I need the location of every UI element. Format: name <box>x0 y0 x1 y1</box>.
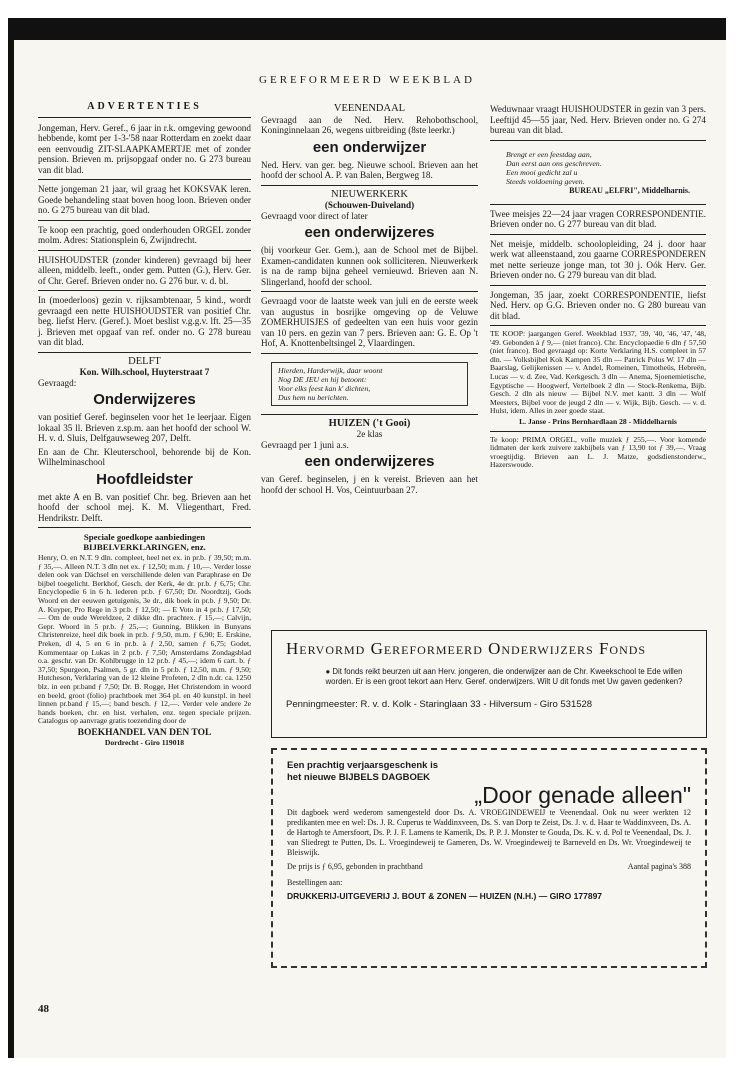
ad-text: In (moederloos) gezin v. rijksambtenaar, 5 kind., wordt gevraagd een nette HUISHOUDSTER van positief Chr. beg. liefst Herv. (Geref.). Moet beslist v.g.g.v. lft. 25—35 j. Brieven met opgaaf van ref. onder no. G 278 bureau van dit blad. <box>38 295 251 347</box>
ad-item <box>38 253 251 292</box>
nieuwerkerk-text: Gevraagd voor direct of later <box>261 210 368 221</box>
nieuwerkerk-text2: (bij voorkeur Ger. Gem.), aan de School met de Bijbel. Examen-candidaten kunnen ook solliciteren. Nieuwerkerk is na de ramp bijna geheel vernieuwd. Brieven aan N. Slingerland, hoofd der school. <box>261 245 478 287</box>
delft-heading-onderwijzeres: Onderwijzeres <box>93 391 196 408</box>
fonds-body <box>286 667 692 687</box>
ad-item <box>38 293 251 353</box>
ad-poem <box>490 143 706 205</box>
orgel-text: Te koop: PRIMA ORGEL, volle muziek ƒ 255,—. Voor komende lidmaten der kerk zuivere zakbijbels van ƒ 13,90 tot ƒ 39,—. Vraag vroegtijdig. Brieven aan L. J. Matze, godsdienstonderw., Hazerswoude. <box>490 434 706 470</box>
ad-delft <box>38 355 251 529</box>
poem-signature: BUREAU „ELFRI", Middelharnis. <box>569 185 690 195</box>
verse-line: Voor elks feest kan k' dichten, <box>278 383 371 393</box>
ad-zomerhuisjes <box>261 294 478 354</box>
column-right <box>490 102 706 476</box>
ad-text: Te koop een prachtig, goed onderhouden ORGEL zonder molm. Adres: Stationsplein 6, Zwijndrecht. <box>38 224 251 245</box>
poem-line: Een mooi gedicht zal u <box>506 167 578 177</box>
bullet-icon: ● <box>325 667 333 676</box>
scan-border-top <box>8 18 726 40</box>
running-title: GEREFORMEERD WEEKBLAD <box>259 74 475 86</box>
verse-line: Hierden, Harderwijk, daar woont <box>278 365 383 375</box>
ad-item <box>38 223 251 251</box>
zomerhuisjes-text: Gevraagd voor de laatste week van juli en de eerste week van augustus in bosrijke omgeving op de Veluwe ZOMERHUISJES of gedeelten van een huis voor gezin van 10 pers. en gezin van 7 pers. Brieven aan: G. E. Op 't Hof, A. Knottenbeltsingel 2, Vlaardingen. <box>261 296 478 348</box>
ad-orgel <box>490 434 706 474</box>
nieuwerkerk-heading: een onderwijzeres <box>304 224 435 241</box>
poem-line: Brengt er een feestdag aan, <box>506 149 592 159</box>
ad-text: Nette jongeman 21 jaar, wil graag het KOKSVAK leren. Goede behandeling staat boven hoog loon. Brieven onder no. G 275 bureau van dit blad. <box>38 184 251 215</box>
ad-veenendaal <box>261 102 478 186</box>
ad-item <box>38 121 251 181</box>
fonds-box <box>271 630 707 738</box>
verse-line: Nog DE JEU en hij betoont: <box>278 374 367 384</box>
ad-text: Net meisje, middelb. schoolopleiding, 24 j. door haar werk wat alleenstaand, zou gaarne CORRESPONDEREN met nette serieuze jonge man, tot 30 j. Oók Herv. Ger. Brieven onder no. G 279 bureau van dit blad. <box>490 238 706 280</box>
ad-text: HUISHOUDSTER (zonder kinderen) gevraagd bij heer alleen, middelb. leeft., onder gem. Putten (G.), Herv. Ger. of Chr. Geref. Brieven onder no. G 276 bur. v. d. bl. <box>38 254 251 286</box>
delft-text3: met akte A en B. van positief Chr. beg. Brieven aan het hoofd der school mej. K. M. Vliegenthart, Fred. Hendrikstr. Delft. <box>38 491 251 523</box>
veenendaal-text2: Ned. Herv. van ger. beg. Nieuwe school. Brieven aan het hoofd der school A. P. van Balen, Bergweg 18. <box>261 159 478 180</box>
ad-item <box>490 102 706 141</box>
dagboek-body: Dit dagboek werd wederom samengesteld door Ds. A. VROEGINDEWEIJ te Veenendaal. Ook nu weer werkten 12 predikanten mee en wel: Ds. J. R. Cuperus te Waddinxveen, Ds. S. van Dorp te Zeist, Ds. J. v. d. Haar te Waddinxveen, Ds. A. de Hartogh te Amersfoort, Ds. P. J. F. Lamens te Kamerik, Ds. P. P. J. Monster te Gouda, Ds. K. v. d. Pol te Veenendaal, Ds. J. van Sliedregt te Putten, Ds. L. Vroegindeweij te Gameren, Ds. W. Vroegindeweij te Barneveld en Ds. Wr. Vroegindeweij te Bleiswijk. <box>287 808 691 857</box>
ad-item <box>490 288 706 327</box>
poem-line: Steeds voldoening geven. <box>506 176 585 186</box>
delft-text1: van positief Geref. beginselen voor het 1e leerjaar. Eigen lokaal 35 ll. Brieven z.sp.m. aan het hoofd der school W. H. v. d. Sluis, Delfgauwseweg 207, Delft. <box>38 412 251 443</box>
delft-title: DELFT <box>128 355 161 367</box>
divider <box>38 117 251 118</box>
dagboek-price-row <box>287 862 691 872</box>
bookshop-title1: Speciale goedkope aanbiedingen <box>83 532 206 542</box>
bookshop-place: Dordrecht - Giro 119018 <box>104 737 185 747</box>
ad-huizen <box>261 417 478 500</box>
nieuwerkerk-title: NIEUWERKERK <box>331 188 408 200</box>
ad-tekoop <box>490 328 706 432</box>
veenendaal-heading: een onderwijzer <box>312 138 427 156</box>
dagboek-title: „Door genade alleen" <box>474 782 691 808</box>
ad-bookshop <box>38 530 251 751</box>
ad-text: Weduwnaar vraagt HUISHOUDSTER in gezin van 3 pers. Leeftijd 45—55 jaar, Ned. Herv. Brieven onder no. G 274 bureau van dit blad. <box>490 104 706 135</box>
fonds-title: Hervormd Gereformeerd Onderwijzers Fonds <box>286 639 647 658</box>
dagboek-price: De prijs is ƒ 6,95, gebonden in prachtband <box>287 862 423 871</box>
huizen-text: Gevraagd per 1 juni a.s. <box>261 439 349 450</box>
ad-item <box>490 207 706 235</box>
huizen-heading: een onderwijzeres <box>304 453 435 470</box>
bookshop-title2: BIJBELVERKLARINGEN, enz. <box>83 542 206 552</box>
dagboek-pages: Aantal pagina's 388 <box>627 862 691 871</box>
page-number: 48 <box>38 1003 49 1015</box>
ad-text: Jongeman, Herv. Geref., 6 jaar in r.k. omgeving gewoond hebbende, komt per 1-3-'58 naar Rotterdam en zoekt daar een eenvoudig ZIT-SLAAPKAMERTJE met of zonder pension. Brieven m. prijsopgaaf onder no. G 273 bureau van dit blad. <box>38 122 251 175</box>
veenendaal-text: Gevraagd aan de Ned. Herv. Rehobothschool, Koninginnelaan 26, wegens uitbreiding (8ste leerkr.) <box>261 114 478 135</box>
poem-box <box>500 147 696 198</box>
dagboek-printer: DRUKKERIJ-UITGEVERIJ J. BOUT & ZONEN — HUIZEN (N.H.) — GIRO 177897 <box>287 891 603 901</box>
delft-heading-hoofdleidster: Hoofdleidster <box>96 470 193 488</box>
delft-text2: En aan de Chr. Kleuterschool, behorende bij de Kon. Wilhelminaschool <box>38 446 251 467</box>
dagboek-order: Bestellingen aan: <box>287 878 343 887</box>
ad-verse <box>261 356 478 415</box>
huizen-text2: van Geref. beginselen, j en k vereist. Brieven aan het hoofd der school H. Vos, Ceintuurbaan 27. <box>261 474 478 495</box>
verse-line: Dus hem nu berichten. <box>278 392 349 402</box>
dagboek-line1: Een prachtig verjaarsgeschenk is <box>287 760 439 771</box>
tekoop-signature: L. Janse - Prins Bernhardlaan 28 - Middelharnis <box>519 416 677 426</box>
dagboek-line2: het nieuwe BIJBELS DAGBOEK <box>287 772 431 783</box>
ad-text: Jongeman, 35 jaar, zoekt CORRESPONDENTIE, liefst Ned. Herv. op G.G. Brieven onder no. G 280 bureau van dit blad. <box>490 289 706 321</box>
huizen-title: HUIZEN ('t Gooi) <box>328 417 411 429</box>
huizen-subtitle: 2e klas <box>356 429 383 439</box>
verse-box <box>271 362 468 406</box>
ad-item <box>490 237 706 286</box>
column-middle <box>261 102 478 501</box>
ad-nieuwerkerk <box>261 188 478 293</box>
dagboek-box <box>271 748 707 968</box>
ad-item <box>38 182 251 221</box>
scan-border-left <box>8 18 14 1058</box>
ad-text: Twee meisjes 22—24 jaar vragen CORRESPONDENTIE. Brieven onder no. G 277 bureau van dit blad. <box>490 208 706 229</box>
bookshop-name: BOEKHANDEL VAN DEN TOL <box>77 727 212 738</box>
bookshop-body: Henry, O. en N.T. 9 dln. compleet, heel net ex. in pr.b. ƒ 39,50; m.m. ƒ 35,—. Alleen N.T. 3 dln net ex. ƒ 12,50; m.m. ƒ 10,—. Verder losse delen ook van Dächsel en verschillende delen van Paraphrase en De bijbel toegelicht. Berkhof, Gesch. der Kerk, 4e dr. pr.b. ƒ 6,75; Chr. Encyclopedie 6 in 6 h. lederen pr.b. ƒ 67,50; Dr. Noordtzij, Gods Woord en der eeuwen getuigenis, 3e dr., dik boek in pr.b. ƒ 9,50; Dr. A. Kuyper, Pro Rege in 3 pr.b. ƒ 12,50; — E Voto in 4 pr.b. ƒ 17,50; — Om de oude Wereldzee, 2 dikke dln. prachtex. ƒ 15,—; Calvijn, Gepr. Woord in 5 pr.b. ƒ 25,—; Gunning, Blikken in Bunyans Christenreize, heel dik boek in pr.b. ƒ 9,50, m.m. ƒ 6,90; E. Erskine, Preken, dl 4, 5 en 6 in pr.b. à ƒ 2,50, samen ƒ 6,75; Godet, Kommentaar op Lukas in 2 pr.b. ƒ 7,50; Amsterdams Zondagsblad o.a. geschr. van Dr. Kohlbrugge in 12 pr.b. ƒ 45,—; idem 6 cart. b. ƒ 37,50; Spurgeon, Psalmen, 5 gr. dln in 5 pr.b. ƒ 12,50, m.m. ƒ 9,50; Hutcheson, Verklaring van de 12 kleine Profeten, 2 dln n.dr. ca. 1250 blz. in een pr.band ƒ 7,50; Dr. B. Rogge, Het Christendom in woord en beeld, groot (folio) prachtboek met 364 pl. en 40 kunstpl. in heel linnen pr.band ƒ 15,—; band besch. ƒ 12,—. Verder vele andere 2e hands boeken, chr. en hist. verhalen, enz. tegen speciale prijzen. Catalogus op aanvrage gratis toezending door de <box>38 553 251 726</box>
column-left <box>38 102 251 753</box>
fonds-body-text: Dit fonds reikt beurzen uit aan Herv. jongeren, die onderwijzer aan de Chr. Kweekschool te Ede willen worden. Er is een groot tekort aan Herv. Geref. onderwijzers. Wilt U dit fonds met Uw gaven gedenken? <box>325 667 683 686</box>
nieuwerkerk-subtitle: (Schouwen-Duiveland) <box>324 200 415 210</box>
delft-gevraagd: Gevraagd: <box>38 377 77 388</box>
fonds-treasurer: Penningmeester: R. v. d. Kolk - Staringlaan 33 - Hilversum - Giro 531528 <box>286 699 593 710</box>
tekoop-text: TE KOOP: jaargangen Geref. Weekblad 1937, '39, '40, '46, '47, '48, '49. Gebonden à ƒ 9,— (niet franco). Chr. Encyclopaedie 6 dln ƒ 57,50 (niet franco). Bod gevraagd op: Korte Verklaring H.S. compleet in 57 dln. — Volksbijbel Kok Kampen 35 dln — Patrick Polus W. 17 dln — Baarslag, Gelijkenissen — v. Andel, Romeinen, Timotheüs, Hebreën, Lucas — v. d. Zee, Vad. Kerkgesch. 3 dln — Anema, Sjoenemietische, Egyptische — Hoogwerf, Vertelboek 2 dln — Stock-Renkema, Bijb. Gesch. 2 dln als nieuw — Bijbel N.V. met kantt. 3 dln — Wolf Meesters, Bijbel voor de jeugd 2 dln — v. Wijk, Bijb. Gesch. — v. d. Hulst, idem. Alles in zeer goede staat. <box>490 329 706 416</box>
page <box>8 18 726 1058</box>
section-title: ADVERTENTIES <box>87 101 202 112</box>
veenendaal-title: VEENENDAAL <box>333 103 406 114</box>
poem-line: Dan eerst aan ons geschreven. <box>506 158 602 168</box>
delft-subtitle: Kon. Wilh.school, Huyterstraat 7 <box>79 367 210 377</box>
